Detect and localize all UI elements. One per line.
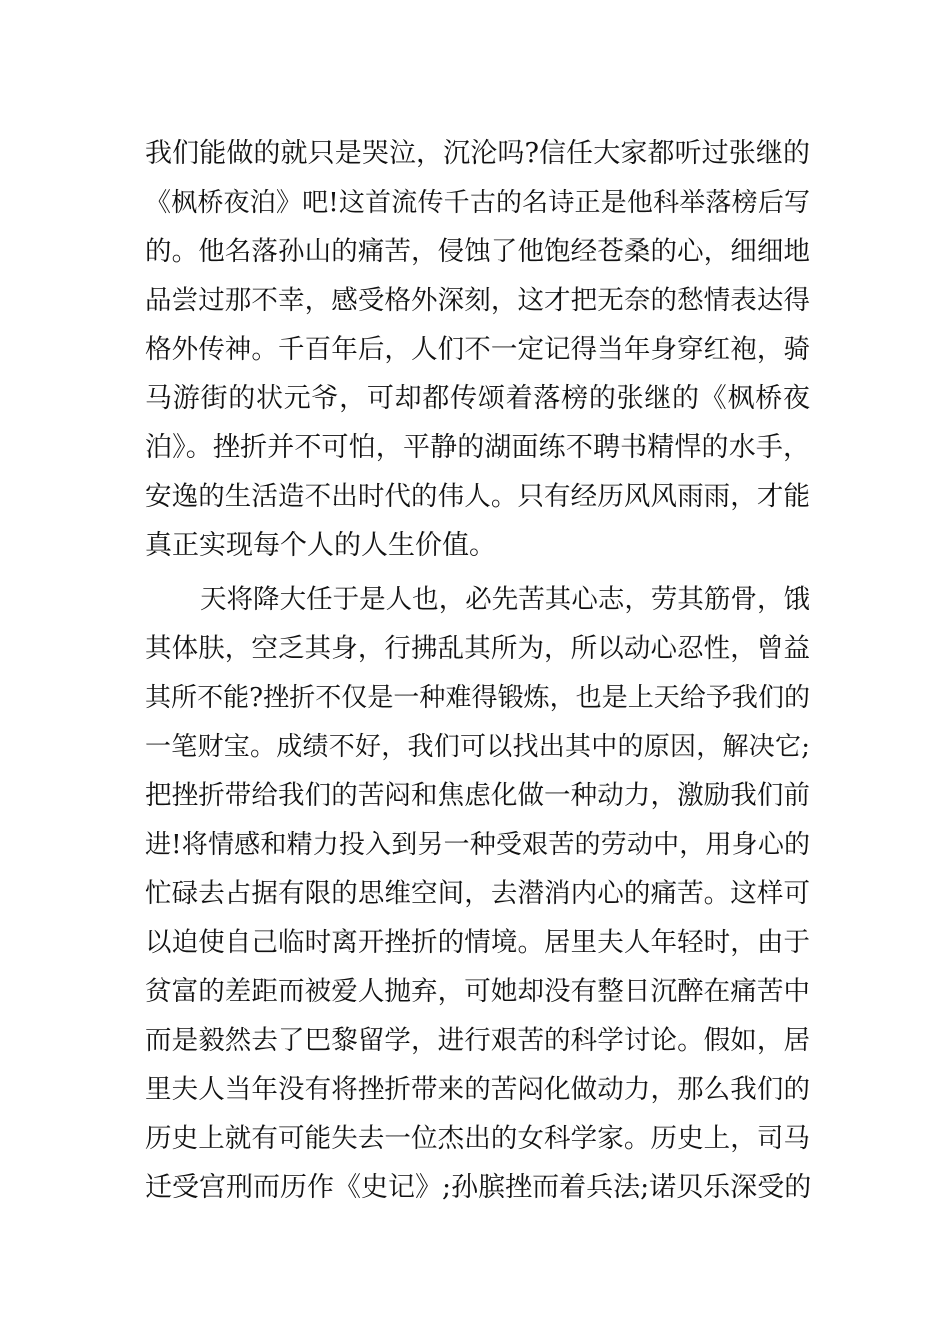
text-line: 泊》。挫折并不可怕，平静的湖面练不聘书精悍的水手， bbox=[145, 432, 810, 463]
text-line: 的。他名落孙山的痛苦，侵蚀了他饱经苍桑的心，细细地 bbox=[145, 236, 810, 267]
text-line: 以迫使自己临时离开挫折的情境。居里夫人年轻时，由于 bbox=[145, 927, 810, 958]
text-line: 《枫桥夜泊》吧!这首流传千古的名诗正是他科举落榜后写 bbox=[145, 188, 810, 218]
text-line: 把挫折带给我们的苦闷和焦虑化做一种动力，激励我们前 bbox=[145, 780, 810, 811]
text-line: 马游街的状元爷，可却都传颂着落榜的张继的《枫桥夜 bbox=[145, 383, 810, 414]
text-line: 安逸的生活造不出时代的伟人。只有经历风风雨雨，才能 bbox=[145, 481, 810, 512]
text-line: 进!将情感和精力投入到另一种受艰苦的劳动中，用身心的 bbox=[145, 830, 810, 860]
text-line: 贫富的差距而被爱人抛弃，可她却没有整日沉醉在痛苦中 bbox=[145, 976, 810, 1007]
text-line: 而是毅然去了巴黎留学，进行艰苦的科学讨论。假如，居 bbox=[145, 1025, 810, 1056]
text-line: 其体肤，空乏其身，行拂乱其所为，所以动心忍性，曾益 bbox=[145, 633, 810, 664]
text-line: 迁受宫刑而历作《史记》;孙膑挫而着兵法;诺贝乐深受的 bbox=[145, 1172, 812, 1203]
text-line: 忙碌去占据有限的思维空间，去潜消内心的痛苦。这样可 bbox=[145, 878, 810, 909]
text-line: 历史上就有可能失去一位杰出的女科学家。历史上，司马 bbox=[145, 1123, 810, 1154]
text-line: 格外传神。千百年后，人们不一定记得当年身穿红袍，骑 bbox=[145, 334, 810, 365]
text-line: 里夫人当年没有将挫折带来的苦闷化做动力，那么我们的 bbox=[145, 1074, 810, 1105]
text-line: 天将降大任于是人也，必先苦其心志，劳其筋骨，饿 bbox=[200, 584, 810, 615]
text-line: 我们能做的就只是哭泣，沉沦吗?信任大家都听过张继的 bbox=[145, 138, 810, 169]
text-line: 品尝过那不幸，感受格外深刻，这才把无奈的愁情表达得 bbox=[145, 285, 810, 316]
text-line: 其所不能?挫折不仅是一种难得锻炼，也是上天给予我们的 bbox=[145, 683, 810, 713]
text-line: 一笔财宝。成绩不好，我们可以找出其中的原因，解决它; bbox=[145, 732, 810, 762]
text-line: 真正实现每个人的人生价值。 bbox=[145, 530, 496, 561]
